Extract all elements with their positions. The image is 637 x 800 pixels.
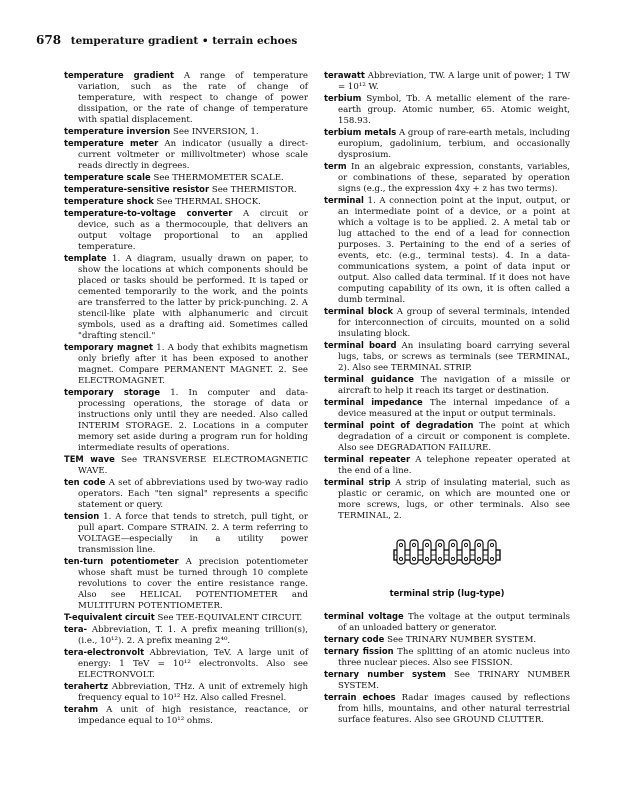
entry-temperature-meter: [64, 138, 308, 172]
entry-term: terawatt: [324, 70, 365, 80]
entry-temperature-sensitive-resistor: [64, 184, 308, 196]
entry-definition: A range of temperature variation, such as the rate of change of temperature, with respect to change of power dissipation, or the rate of change of temperature with spatial displacement.: [78, 71, 308, 125]
entry-definition: A precision potentiometer whose shaft must be turned through 10 complete revolutions to cover the entire resistance range. Also see HELICAL POTENTIOMETER and MULTITURN POTENTIOMETER.: [78, 557, 308, 611]
entry-term: TEM wave: [64, 454, 115, 464]
entry-definition: See TRINARY NUMBER SYSTEM.: [387, 635, 537, 645]
entry-definition: A group of rare-earth metals, including europium, gadolinium, terbium, and occasionally dysprosium.: [338, 128, 571, 160]
figure-caption: terminal strip (lug-type): [389, 588, 505, 598]
entry-definition: 1. A force that tends to stretch, pull tight, or pull apart. Compare STRAIN. 2. A term referring to VOLTAGE—especially in a utility power transmission line.: [78, 512, 309, 555]
entry-term: terminal: [324, 195, 364, 205]
entry-definition: See THERMOMETER SCALE.: [153, 173, 284, 183]
entry-terbium-metals: [324, 127, 570, 161]
entry-term: tera-electronvolt: [64, 647, 145, 657]
entry-temperature-gradient: [64, 70, 308, 126]
entry-definition: An insulating board carrying several lugs, tabs, or screws as terminals (see TERMINAL, 2). Also see TERMINAL STRIP.: [338, 341, 571, 373]
entry-terminal-repeater: [324, 454, 570, 477]
entry-t-equivalent-circuit: [64, 612, 308, 624]
entry-definition: See TRANSVERSE ELECTROMAGNETIC WAVE.: [78, 455, 309, 476]
entry-term: terminal block: [324, 306, 394, 316]
entry-definition: Radar images caused by reflections from hills, mountains, and other natural terrestrial surface features. Also see GROUND CLUTTER.: [338, 693, 571, 725]
entry-definition: A group of several terminals, intended for interconnection of circuits, mounted on a solid insulating block.: [338, 307, 571, 339]
entry-tera-electronvolt: [64, 647, 308, 681]
entry-definition: A circuit or device, such as a thermocouple, that delivers an output voltage proportional to an applied temperature.: [78, 209, 309, 252]
terminal-strip-figure: [324, 538, 570, 599]
entry-term: terminal repeater: [324, 454, 411, 464]
entry-term: terminal point of degradation: [324, 420, 474, 430]
entry-term: [324, 161, 570, 195]
entry-definition: A strip of insulating material, such as plastic or ceramic, on which are mounted one or more screws, lugs, or other terminals. Also see TERMINAL, 2.: [338, 478, 571, 521]
entry-term: temperature shock: [64, 196, 154, 206]
entry-term: ten-turn potentiometer: [64, 556, 179, 566]
entry-term: temperature-sensitive resistor: [64, 184, 210, 194]
entry-term: ten code: [64, 477, 106, 487]
entry-ternary-code: [324, 634, 570, 646]
entry-terahm: [64, 704, 308, 727]
entry-term: terahm: [64, 704, 99, 714]
entry-definition: See INVERSION, 1.: [172, 127, 259, 137]
entry-term: terrain echoes: [324, 692, 396, 702]
entry-term: terminal strip: [324, 477, 391, 487]
entry-term: terahertz: [64, 681, 109, 691]
entry-term: ternary code: [324, 634, 385, 644]
entry-terawatt: [324, 70, 570, 93]
entry-definition: See THERMISTOR.: [211, 185, 297, 195]
entry-definition: 1. In computer and data-processing operations, the storage of data or instructions only until they are needed. Also called INTERIM STORAGE. 2. Locations in a computer memory set aside during a program run for holding intermediate results of operations.: [78, 388, 309, 453]
entry-definition: Abbreviation, T. 1. A prefix meaning trillion(s), (i.e., 10¹²). 2. A prefix meaning 2⁴⁰.: [78, 625, 308, 646]
entry-temperature-scale: [64, 172, 308, 184]
entry-definition: The point at which degradation of a circuit or component is complete. Also see DEGRADATION FAILURE.: [338, 421, 570, 453]
entry-definition: In an algebraic expression, constants, variables, or combinations of these, separated by operation signs (e.g., the expression 4xy + z has two terms).: [338, 162, 570, 194]
entry-terminal-impedance: [324, 397, 570, 420]
entry-term: temperature inversion: [64, 126, 171, 136]
entry-temporary-magnet: [64, 342, 308, 387]
entry-temperature-inversion: [64, 126, 308, 138]
entry-terbium: [324, 93, 570, 127]
entry-tem-wave: [64, 454, 308, 477]
entry-term: temporary storage: [64, 387, 161, 397]
right-column-top: [324, 70, 570, 522]
entry-term: term: [324, 161, 347, 171]
entry-terminal: [324, 195, 570, 306]
entry-definition: Abbreviation, TeV. A large unit of energy: 1 TeV = 10¹² electronvolts. Also see ELECTRONVOLT.: [78, 648, 308, 680]
entry-temperature-shock: [64, 196, 308, 208]
entry-definition: A unit of high resistance, reactance, or impedance equal to 10¹² ohms.: [78, 705, 309, 726]
entry-definition: Symbol, Tb. A metallic element of the rare-earth group. Atomic number, 65. Atomic weight, 158.93.: [338, 94, 570, 126]
entry-term: ternary number system: [324, 669, 446, 679]
entry-term: tera-: [64, 624, 87, 634]
entry-definition: A telephone repeater operated at the end of a line.: [338, 455, 571, 476]
running-title: temperature gradient • terrain echoes: [70, 35, 298, 47]
entry-definition: The splitting of an atomic nucleus into three nuclear pieces. Also see FISSION.: [338, 647, 571, 668]
entry-term: T-equivalent circuit: [64, 612, 155, 622]
entry-definition: 1. A diagram, usually drawn on paper, to show the locations at which components should be placed or tasks should be performed. It is taped or cemented temporarily to the work, and the points are transferred to the latter by prick-punching. 2. A stencil-like plate with alphanumeric and circuit symbols, used as a drafting aid. Sometimes called "drafting stencil.": [78, 254, 308, 341]
entry-ternary-number-system: [324, 669, 570, 692]
entry-temperature-to-voltage-converter: [64, 208, 308, 253]
entry-term: temperature meter: [64, 138, 159, 148]
entry-term: tension: [64, 511, 100, 521]
entry-term: terminal voltage: [324, 611, 404, 621]
entry-term: terminal guidance: [324, 374, 414, 384]
entry-definition: The navigation of a missile or aircraft to help it reach its target or destination.: [338, 375, 570, 396]
left-column: [64, 70, 308, 727]
entry-ten-turn-potentiometer: [64, 556, 308, 612]
page-number: 678: [36, 33, 62, 47]
entry-tera: [64, 624, 308, 647]
entry-temporary-storage: [64, 387, 308, 454]
entry-terminal-strip: [324, 477, 570, 522]
entry-terahertz: [64, 681, 308, 704]
entry-definition: See THERMAL SHOCK.: [156, 197, 261, 207]
entry-terminal-point-of-degradation: [324, 420, 570, 454]
entry-term: terbium metals: [324, 127, 397, 137]
entry-definition: The internal impedance of a device measured at the input or output terminals.: [338, 398, 571, 419]
entry-term: terbium: [324, 93, 362, 103]
entry-term: terminal impedance: [324, 397, 423, 407]
entry-term: template: [64, 253, 107, 263]
terminal-strip-illustration: [393, 538, 501, 568]
right-column: [324, 70, 570, 726]
entry-term: ternary fission: [324, 646, 394, 656]
running-header: [36, 33, 297, 47]
entry-terminal-guidance: [324, 374, 570, 397]
entry-term: temperature gradient: [64, 70, 174, 80]
entry-terminal-voltage: [324, 611, 570, 634]
entry-terrain-echoes: [324, 692, 570, 726]
entry-definition: A set of abbreviations used by two-way radio operators. Each "ten signal" represents a specific statement or query.: [78, 478, 309, 510]
entry-ternary-fission: [324, 646, 570, 669]
entry-term: temperature scale: [64, 172, 151, 182]
right-column-bottom: [324, 611, 570, 726]
entry-tension: [64, 511, 308, 556]
entry-term: terminal board: [324, 340, 397, 350]
entry-definition: 1. A body that exhibits magnetism only briefly after it has been exposed to another magnet. Compare PERMANENT MAGNET. 2. See ELECTROMAGNET.: [78, 343, 309, 386]
entry-definition: Abbreviation, THz. A unit of extremely high frequency equal to 10¹² Hz. Also called Fresnel.: [78, 682, 309, 703]
entry-definition: 1. A connection point at the input, output, or an intermediate point of a device, or a point at which a voltage is to be applied. 2. A metal tab or lug attached to the end of a lead for connection purposes. 3. Pertaining to the end of a series of events, etc. (e.g., terminal tests). 4. In a data-communications system, a point of data input or output. Also called data terminal. If it does not have computing capability of its own, it is often called a dumb terminal.: [338, 196, 570, 305]
entry-term: temperature-to-voltage converter: [64, 208, 233, 218]
entry-term: temporary magnet: [64, 342, 153, 352]
entry-terminal-block: [324, 306, 570, 340]
entry-template: [64, 253, 308, 342]
entry-definition: An indicator (usually a direct-current voltmeter or millivoltmeter) whose scale reads directly in degrees.: [78, 139, 309, 171]
entry-definition: Abbreviation, TW. A large unit of power; 1 TW = 10¹² W.: [338, 71, 570, 92]
entry-ten-code: [64, 477, 308, 511]
entry-definition: The voltage at the output terminals of an unloaded battery or generator.: [338, 612, 570, 633]
entry-definition: See TEE-EQUIVALENT CIRCUIT.: [157, 613, 303, 623]
entry-terminal-board: [324, 340, 570, 374]
entry-definition: See TRINARY NUMBER SYSTEM.: [338, 670, 570, 691]
